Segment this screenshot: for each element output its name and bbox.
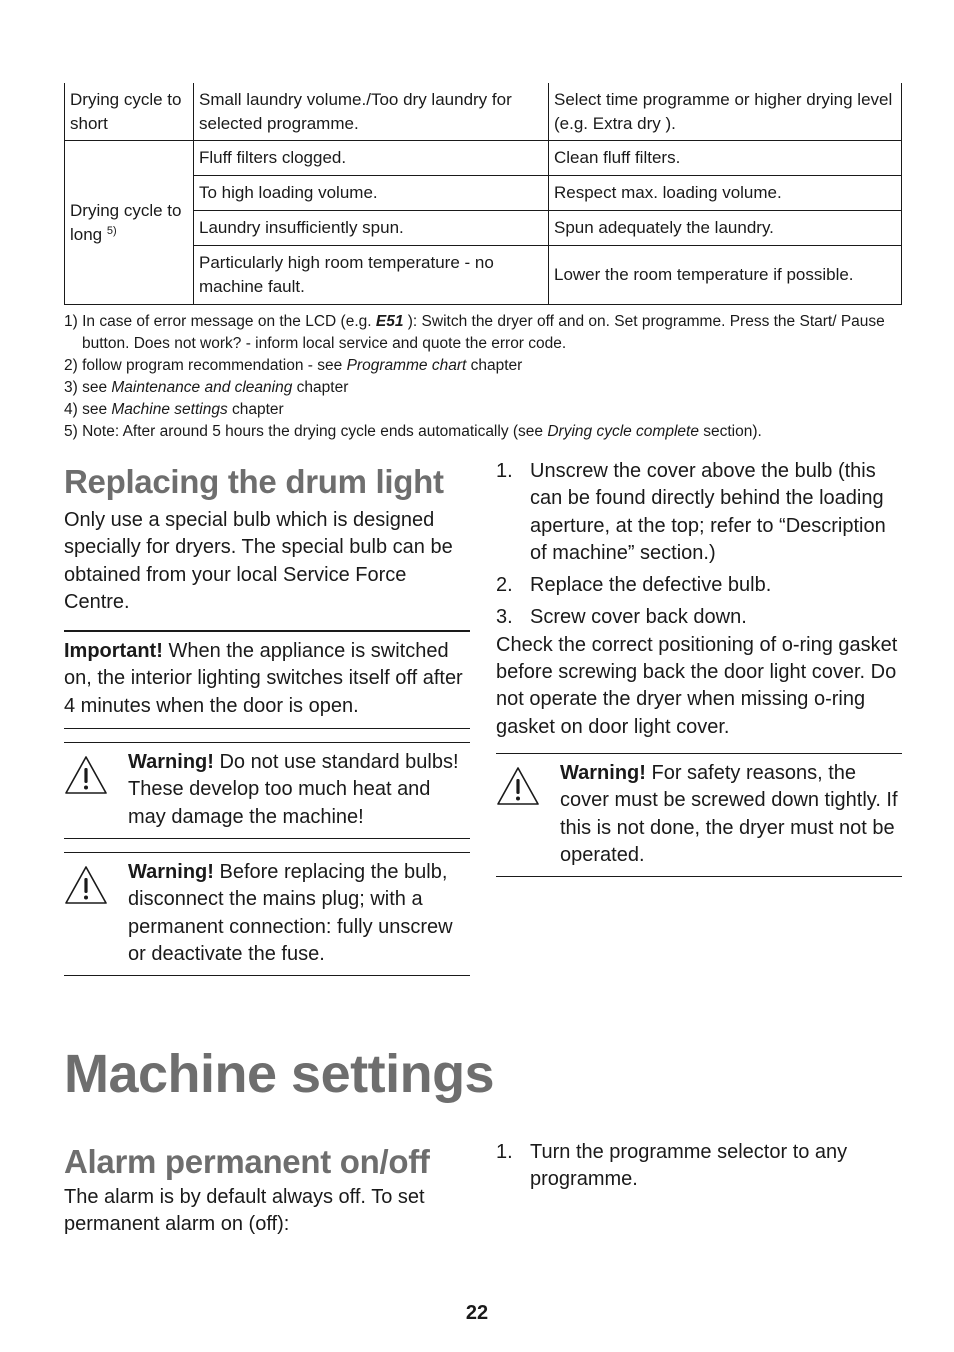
important-label: Important! [64, 640, 163, 663]
alarm-steps [496, 1139, 902, 1194]
table-cell-symptom [65, 141, 194, 305]
footnote-1 [64, 311, 904, 355]
warning-label: Warning! [560, 761, 646, 784]
drum-light-right-column [496, 458, 902, 877]
footnote-5 [64, 421, 904, 443]
alarm-text: The alarm is by default always off. To set permanent alarm on (off): [64, 1186, 425, 1236]
step-number: 1. [496, 460, 513, 482]
chapter-title: Machine settings [64, 1044, 495, 1104]
warning-box [496, 754, 902, 876]
warning-message: Before replacing the bulb, disconnect the mains plug; with a permanent connection: fully unscrew or deactivate the fuse. [128, 860, 453, 965]
table-cell-remedy: Select time programme or higher drying level (e.g. Extra dry ). [549, 83, 902, 141]
table-cell-remedy: Lower the room temperature if possible. [549, 246, 902, 305]
footnote-text: 5) Note: After around 5 hours the drying cycle ends automatically (see [64, 423, 548, 440]
footnote-text: chapter [227, 401, 284, 418]
alarm-intro [64, 1184, 470, 1239]
step-number: 1. [496, 1141, 513, 1163]
warning-triangle-icon [64, 749, 128, 803]
step-text: Screw cover back down. [530, 606, 747, 629]
alarm-left-column [64, 1140, 470, 1239]
table-cell-cause: Small laundry volume./Too dry laundry for selected programme. [194, 83, 549, 141]
footnote-text: 4) see [64, 401, 112, 418]
intro-text: Only use a special bulb which is designed specially for dryers. The special bulb can be obtained from your local Service Force Centre. [64, 509, 453, 613]
warning-label: Warning! [128, 751, 214, 774]
warning-box [64, 853, 470, 975]
list-item [496, 604, 902, 631]
table-cell-cause: Particularly high room temperature - no machine fault. [194, 246, 549, 305]
drum-light-left-column [64, 460, 470, 976]
footnote-3 [64, 377, 904, 399]
important-note [64, 632, 470, 728]
step-text: Replace the defective bulb. [530, 574, 772, 597]
footnote-text: chapter [466, 357, 523, 374]
error-code: E51 [375, 313, 404, 330]
table-cell-remedy: Clean fluff filters. [549, 141, 902, 176]
symptom-text: Drying cycle to long [70, 200, 182, 244]
drum-light-intro [64, 507, 470, 630]
table-row [65, 83, 902, 141]
footnote-text: 1) In case of error message on the LCD (e.g. [64, 313, 376, 330]
important-paragraph [64, 638, 470, 720]
footnotes [64, 311, 904, 443]
footnote-reference: Machine settings [111, 401, 228, 418]
important-text: When the appliance is switched on, the interior lighting switches itself off after 4 minutes when the door is open. [64, 640, 463, 717]
warning-triangle-icon [64, 859, 128, 913]
replacement-steps [496, 458, 902, 632]
table-cell-remedy: Respect max. loading volume. [549, 176, 902, 211]
footnote-text: 2) follow program recommendation - see [64, 357, 347, 374]
footnote-reference: Programme chart [346, 357, 467, 374]
alarm-right-column [496, 1139, 902, 1199]
list-item [496, 572, 902, 599]
warning-text [128, 749, 470, 831]
step-number: 2. [496, 574, 513, 597]
footnote-text: ): Switch the dryer off and on. Set programme. Press the Start/ Pause button. Does not work? - inform local service and quote the error code. [82, 313, 885, 352]
divider [64, 838, 470, 839]
step-text: Unscrew the cover above the bulb (this can be found directly behind the loading aperture, at the top; refer to “Description of machine” section.) [530, 460, 886, 564]
footnote-reference: Maintenance and cleaning [111, 379, 293, 396]
footnote-text: chapter [292, 379, 349, 396]
table-cell-cause: Fluff filters clogged. [194, 141, 549, 176]
divider [64, 975, 470, 976]
check-note [496, 632, 902, 753]
footnote-2 [64, 355, 904, 377]
step-number: 3. [496, 606, 513, 629]
troubleshooting-table [64, 83, 902, 305]
warning-triangle-icon [496, 760, 560, 814]
section-heading: Alarm permanent on/off [64, 1143, 430, 1180]
table-row [65, 141, 902, 176]
list-item [496, 1139, 902, 1194]
table-cell-remedy: Spun adequately the laundry. [549, 211, 902, 246]
footnote-reference: Drying cycle complete [547, 423, 699, 440]
footnote-text: section). [698, 423, 762, 440]
warning-text [128, 859, 470, 968]
check-text: Check the correct positioning of o-ring gasket before screwing back the door light cover. Do not operate the dryer when missing o-ring gasket on door light cover. [496, 633, 898, 738]
warning-message: For safety reasons, the cover must be screwed down tightly. If this is not done, the dryer must not be operated. [560, 761, 898, 866]
warning-label: Warning! [128, 860, 214, 883]
footnote-ref: 5) [106, 224, 117, 237]
warning-text [560, 760, 902, 869]
step-text: Turn the programme selector to any programme. [530, 1141, 848, 1191]
table-cell-symptom: Drying cycle to short [65, 83, 194, 141]
warning-box [64, 743, 470, 838]
warning-message: Do not use standard bulbs! These develop too much heat and may damage the machine! [128, 751, 459, 828]
section-heading: Replacing the drum light [64, 463, 444, 500]
footnote-text: 3) see [64, 379, 112, 396]
table-cell-cause: To high loading volume. [194, 176, 549, 211]
list-item [496, 458, 902, 567]
table-cell-cause: Laundry insufficiently spun. [194, 211, 549, 246]
divider [496, 876, 902, 877]
page-number: 22 [465, 1302, 489, 1324]
footnote-4 [64, 399, 904, 421]
divider [64, 728, 470, 729]
